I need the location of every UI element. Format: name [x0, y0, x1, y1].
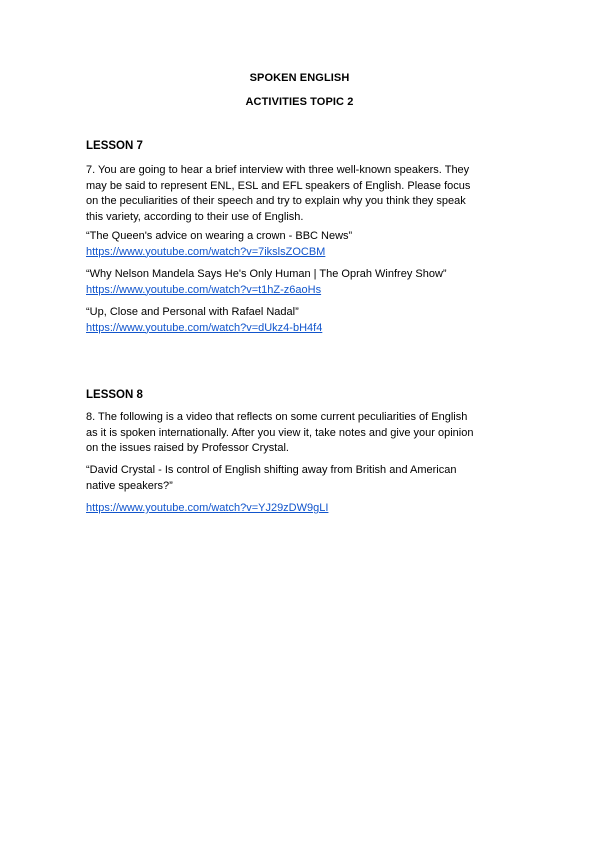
lesson-7-instructions: [86, 163, 516, 225]
instruction-line: 8. The following is a video that reflects on some current peculiarities of English: [86, 411, 468, 423]
document-title: SPOKEN ENGLISH: [249, 72, 350, 84]
instruction-line: on the issues raised by Professor Crystal.: [86, 442, 289, 454]
instruction-line: as it is spoken internationally. After you view it, take notes and give your opinion: [86, 426, 474, 439]
document-subtitle: ACTIVITIES TOPIC 2: [245, 96, 354, 108]
video-link[interactable]: https://www.youtube.com/watch?v=t1hZ-z6aoHs: [86, 283, 322, 296]
instruction-line: 7. You are going to hear a brief interview with three well-known speakers. They: [86, 164, 470, 176]
video-item: [86, 463, 516, 494]
instruction-line: this variety, according to their use of English.: [86, 210, 304, 223]
video-link[interactable]: https://www.youtube.com/watch?v=7ikslsZOCBM: [86, 245, 326, 258]
video-link[interactable]: https://www.youtube.com/watch?v=YJ29zDW9gLI: [86, 502, 329, 514]
video-item: [86, 229, 516, 260]
video-title: native speakers?”: [86, 479, 173, 492]
video-title: “Why Nelson Mandela Says He's Only Human | The Oprah Winfrey Show”: [86, 268, 447, 280]
lesson-7-heading: LESSON 7: [86, 140, 143, 152]
video-title: “Up, Close and Personal with Rafael Nadal”: [86, 306, 299, 318]
instruction-line: may be said to represent ENL, ESL and EFL speakers of English. Please focus: [86, 179, 471, 192]
instruction-line: on the peculiarities of their speech and try to explain why you think they speak: [86, 195, 466, 207]
video-title: “The Queen's advice on wearing a crown - BBC News”: [86, 230, 353, 242]
video-item: [86, 501, 516, 517]
video-item: [86, 267, 516, 298]
lesson-8-heading: LESSON 8: [86, 389, 143, 401]
lesson-8-instructions: [86, 410, 516, 457]
video-item: [86, 305, 516, 336]
video-link[interactable]: https://www.youtube.com/watch?v=dUkz4-bH4f4: [86, 321, 323, 334]
video-title: “David Crystal - Is control of English shifting away from British and American: [86, 464, 457, 476]
